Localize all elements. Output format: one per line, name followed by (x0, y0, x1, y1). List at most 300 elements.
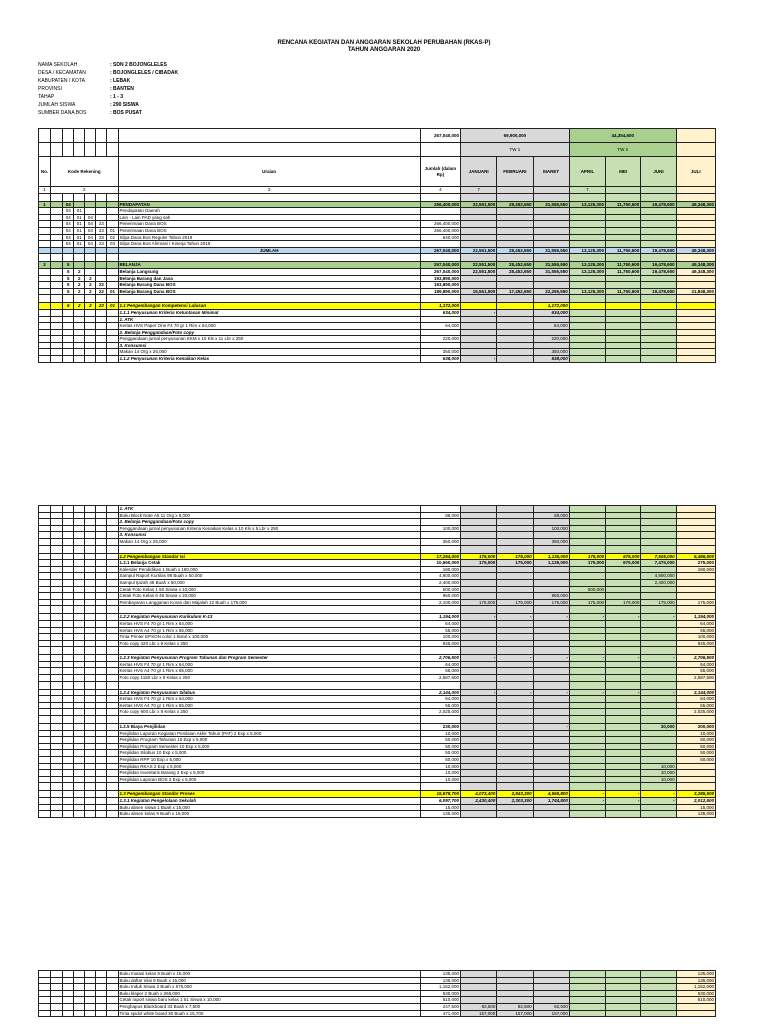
month-cell (533, 532, 569, 539)
cell (107, 689, 118, 696)
jumlah-cell: 1,172,000 (420, 303, 460, 310)
uraian-cell: Belanja Langsung (118, 268, 420, 275)
row-no (39, 268, 51, 275)
month-cell (533, 208, 569, 215)
month-cell: - (641, 797, 676, 804)
month-cell (461, 730, 497, 737)
cell (107, 984, 118, 991)
cell (85, 1010, 96, 1017)
cell (85, 1003, 96, 1010)
kode-cell: 01 (74, 208, 85, 215)
cell (107, 783, 118, 791)
month-cell: 2,012,500 (676, 797, 715, 804)
month-cell (569, 323, 605, 330)
month-cell (461, 316, 497, 323)
month-cell (461, 743, 497, 750)
month-cell (606, 579, 641, 586)
cell (461, 193, 497, 201)
month-cell: 1,135,000 (533, 560, 569, 567)
cell (107, 791, 118, 798)
cell (39, 709, 51, 716)
uraian-cell: 1.1.2 Penyusunan Kriteria Kenaikan Kelas (118, 356, 420, 363)
month-cell (497, 579, 533, 586)
cell (63, 512, 74, 519)
cell (63, 627, 74, 634)
kode-cell: 23 (96, 234, 107, 241)
month-cell (497, 776, 533, 783)
kode-cell (96, 342, 107, 349)
kode-cell (85, 323, 96, 330)
month-cell (461, 295, 497, 303)
kode-cell: 23 (96, 227, 107, 234)
jumlah-cell: 2,025,000 (420, 709, 460, 716)
cell (51, 129, 63, 143)
cell (51, 668, 63, 675)
month-cell (461, 593, 497, 600)
cell (63, 791, 74, 798)
month-cell (606, 506, 641, 513)
month-cell (641, 977, 676, 984)
kode-cell (85, 336, 96, 343)
month-cell (497, 316, 533, 323)
jumlah-cell: 634,000 (420, 309, 460, 316)
uraian-cell: Penghapus Blackboard 33 Buah x 7,500 (118, 1003, 420, 1010)
month-cell (461, 579, 497, 586)
jumlah-cell: 100,000 (420, 525, 460, 532)
budget-row (39, 971, 716, 978)
jumlah-cell: 100,000 (420, 634, 460, 641)
month-cell: 100,000 (533, 525, 569, 532)
month-cell (641, 696, 676, 703)
month-cell (533, 737, 569, 744)
kode-cell (63, 316, 74, 323)
document-title: RENCANA KEGIATAN DAN ANGGARAN SEKOLAH PERUBAHAN (RKAS-P) (277, 40, 491, 46)
cell (96, 709, 107, 716)
budget-row (39, 1003, 716, 1010)
cell (96, 783, 107, 791)
month-cell (569, 532, 605, 539)
jumlah-cell: 220,000 (420, 336, 460, 343)
cell (51, 716, 63, 724)
month-cell: 13,125,300 (569, 262, 605, 269)
month-cell (533, 342, 569, 349)
month-cell (569, 579, 605, 586)
info-label: PROVINSI (38, 86, 62, 92)
month-cell (606, 984, 641, 991)
month-cell (533, 640, 569, 647)
month-cell (676, 309, 715, 316)
budget-row (39, 743, 716, 750)
month-cell: 175,000 (569, 560, 605, 567)
uraian-cell: Buku absen kelas 9 Buah x 15,000 (118, 811, 420, 818)
jumlah-cell: 64,000 (420, 661, 460, 668)
month-cell: 19,478,600 (641, 201, 676, 208)
tw1-label: TW 1 (461, 143, 570, 157)
month-cell (533, 620, 569, 627)
jumlah-cell (420, 295, 460, 303)
month-cell: 31,555,550 (533, 268, 569, 275)
month-cell (461, 519, 497, 526)
month-cell (606, 545, 641, 553)
month-cell: 19,478,600 (641, 247, 676, 254)
uraian-cell: Penjilidan Silabus 10 Exp x 5,000 (118, 750, 420, 757)
month-cell: 10,000 (676, 730, 715, 737)
budget-row (39, 336, 716, 343)
month-cell (461, 214, 497, 221)
uraian-cell: Foto copy 900 Lbr x 9 Kelas x 250 (118, 709, 420, 716)
cell (51, 763, 63, 770)
uraian-cell: Kertas HVS A4 70 gr 1 Rim x 55,000 (118, 627, 420, 634)
month-cell (533, 984, 569, 991)
jumlah-cell: 267,040,000 (420, 262, 460, 269)
cell (74, 606, 85, 614)
month-cell (569, 640, 605, 647)
cell (85, 724, 96, 731)
month-cell (569, 770, 605, 777)
kode-cell (63, 356, 74, 363)
cell (51, 614, 63, 621)
cell (63, 997, 74, 1004)
cell (85, 519, 96, 526)
jumlah-cell (420, 606, 460, 614)
month-cell (461, 254, 497, 262)
cell (39, 776, 51, 783)
month-cell (641, 586, 676, 593)
budget-row (39, 984, 716, 991)
cell (51, 323, 63, 330)
uraian-cell (118, 545, 420, 553)
budget-row (39, 214, 716, 221)
cell (107, 545, 118, 553)
kode-cell (85, 254, 96, 262)
jumlah-cell: 267,040,000 (420, 247, 460, 254)
budget-row (39, 1010, 716, 1017)
month-cell (569, 309, 605, 316)
uraian-cell: Penjilidan Program Tahunan 10 Exp x 5,000 (118, 737, 420, 744)
month-cell (606, 234, 641, 241)
month-cell (569, 730, 605, 737)
budget-row (39, 586, 716, 593)
month-cell (641, 342, 676, 349)
cell (96, 519, 107, 526)
kode-cell (107, 336, 118, 343)
cell (107, 143, 118, 157)
month-cell (676, 241, 715, 248)
cell (107, 614, 118, 621)
cell (107, 770, 118, 777)
cell (74, 532, 85, 539)
month-cell (533, 702, 569, 709)
cell (96, 675, 107, 682)
jumlah-cell: 350,000 (420, 538, 460, 545)
month-cell (461, 668, 497, 675)
kode-cell (74, 323, 85, 330)
cell (63, 553, 74, 560)
month-cell (497, 303, 533, 310)
month-cell (497, 620, 533, 627)
uraian-cell: Penggandaan jurnal penyusunan KKM x 10 Kls x 11 Lbr x 250 (118, 336, 420, 343)
jumlah-cell: 538,000 (420, 356, 460, 363)
cell (107, 566, 118, 573)
cell (85, 984, 96, 991)
budget-row (39, 566, 716, 573)
kode-cell (96, 247, 107, 254)
month-cell: 175,000 (497, 553, 533, 560)
uraian-cell: Cetak Foto Kelas 6 48 Siswa x 20,000 (118, 593, 420, 600)
header-month: JUNI (641, 157, 676, 187)
spacer-row (39, 254, 716, 262)
cell (74, 724, 85, 731)
cell (85, 586, 96, 593)
spacer-row (39, 716, 716, 724)
row-no (39, 254, 51, 262)
budget-row (39, 620, 716, 627)
month-cell (676, 254, 715, 262)
kode-cell (85, 247, 96, 254)
month-cell (497, 606, 533, 614)
cell (96, 532, 107, 539)
row-no (39, 316, 51, 323)
kode-cell (74, 254, 85, 262)
jumlah-cell: 2,144,000 (420, 689, 460, 696)
cell (85, 776, 96, 783)
month-cell: 28,452,650 (497, 247, 533, 254)
cell (107, 512, 118, 519)
cell (51, 776, 63, 783)
cell (96, 977, 107, 984)
cell (51, 770, 63, 777)
budget-row (39, 342, 716, 349)
month-cell (533, 214, 569, 221)
month-cell (606, 275, 641, 282)
month-cell: 28,452,650 (497, 201, 533, 208)
month-cell (569, 990, 605, 997)
row-no (39, 295, 51, 303)
cell (85, 675, 96, 682)
month-cell (641, 254, 676, 262)
kode-cell (74, 201, 85, 208)
cell (63, 990, 74, 997)
kode-cell: 04 (63, 214, 74, 221)
jumlah-cell: 189,890,000 (420, 288, 460, 295)
jumlah-cell (420, 316, 460, 323)
month-cell (569, 696, 605, 703)
cell (39, 545, 51, 553)
cell (74, 716, 85, 724)
month-cell (676, 349, 715, 356)
month-cell: - (641, 689, 676, 696)
month-cell (676, 214, 715, 221)
spacer-row (39, 783, 716, 791)
cell (74, 599, 85, 606)
month-cell: 135,000 (676, 971, 715, 978)
month-cell (676, 329, 715, 336)
month-cell (533, 730, 569, 737)
cell (96, 724, 107, 731)
month-cell (606, 647, 641, 655)
month-cell: 675,000 (606, 553, 641, 560)
cell (533, 187, 569, 194)
cell (107, 553, 118, 560)
kode-cell (74, 342, 85, 349)
month-cell: - (569, 655, 605, 662)
month-cell (461, 323, 497, 330)
cell (96, 506, 107, 513)
kode-cell: 22 (96, 282, 107, 289)
month-cell (497, 227, 533, 234)
month-cell (641, 661, 676, 668)
month-cell: 500,000 (569, 586, 605, 593)
budget-row (39, 221, 716, 228)
cell (85, 702, 96, 709)
month-cell (497, 668, 533, 675)
month-cell (606, 525, 641, 532)
month-cell (569, 1010, 605, 1017)
month-cell: - (533, 655, 569, 662)
cell (63, 668, 74, 675)
jumlah-cell: 500,000 (420, 586, 460, 593)
cell (51, 647, 63, 655)
month-cell (606, 757, 641, 764)
month-cell (461, 977, 497, 984)
month-cell (569, 573, 605, 580)
cell (51, 804, 63, 811)
month-cell (533, 750, 569, 757)
uraian-cell: Sampul Ijazah 48 Buah x 50,000 (118, 579, 420, 586)
month-cell (606, 724, 641, 731)
budget-row (39, 709, 716, 716)
cell (96, 696, 107, 703)
cell (107, 709, 118, 716)
jumlah-cell: 530,000 (420, 990, 460, 997)
kode-cell (96, 336, 107, 343)
month-cell (569, 234, 605, 241)
uraian-cell (118, 716, 420, 724)
month-cell: 49,348,300 (676, 201, 715, 208)
month-cell (606, 566, 641, 573)
kode-cell: 5 (63, 288, 74, 295)
cell (96, 655, 107, 662)
kode-cell: 04 (85, 227, 96, 234)
kode-cell (85, 208, 96, 215)
budget-row (39, 797, 716, 804)
jumlah-cell (420, 214, 460, 221)
month-cell (641, 702, 676, 709)
jumlah-cell (420, 342, 460, 349)
kode-cell (85, 342, 96, 349)
uraian-cell: Tinta spidol white board 30 Buah x 15,700 (118, 1010, 420, 1017)
cell (51, 689, 63, 696)
cell (51, 573, 63, 580)
month-cell: 538,000 (533, 356, 569, 363)
header-no: No. (39, 157, 51, 187)
jumlah-cell: 17,254,000 (420, 553, 460, 560)
cell (107, 573, 118, 580)
month-cell (641, 234, 676, 241)
month-cell: - (461, 309, 497, 316)
month-cell: 1,194,000 (676, 614, 715, 621)
month-cell: 31,555,550 (533, 201, 569, 208)
month-cell (533, 545, 569, 553)
month-cell (606, 573, 641, 580)
index-cell: 2 (51, 187, 118, 194)
month-cell (497, 804, 533, 811)
kode-cell: 04 (85, 234, 96, 241)
month-cell: 15,551,500 (461, 288, 497, 295)
cell (39, 143, 51, 157)
month-cell (676, 776, 715, 783)
month-cell (461, 757, 497, 764)
cell (39, 519, 51, 526)
kode-cell: 04 (85, 221, 96, 228)
uraian-cell: Kertas HVS A4 70 gr 1 Rim x 55,000 (118, 668, 420, 675)
month-cell (497, 716, 533, 724)
month-cell (461, 702, 497, 709)
month-cell: 17,452,650 (497, 288, 533, 295)
month-cell (497, 512, 533, 519)
kode-cell: 5 (63, 282, 74, 289)
month-cell (569, 329, 605, 336)
kode-cell (85, 356, 96, 363)
month-cell (461, 545, 497, 553)
cell (39, 193, 51, 201)
month-cell (569, 681, 605, 689)
kode-cell (96, 356, 107, 363)
month-cell (641, 627, 676, 634)
cell (39, 757, 51, 764)
kode-cell (107, 254, 118, 262)
cell (107, 797, 118, 804)
cell (74, 193, 85, 201)
month-cell: - (569, 614, 605, 621)
cell (85, 997, 96, 1004)
cell (85, 627, 96, 634)
cell (51, 553, 63, 560)
month-cell (641, 620, 676, 627)
tw2-label: TW 2 (569, 143, 676, 157)
kode-cell (107, 316, 118, 323)
month-cell: 13,125,300 (569, 247, 605, 254)
budget-row (39, 750, 716, 757)
month-cell: 64,000 (676, 620, 715, 627)
cell (107, 634, 118, 641)
month-cell (641, 647, 676, 655)
month-cell: 22,255,550 (533, 288, 569, 295)
month-cell: 64,000 (533, 323, 569, 330)
cell (51, 214, 63, 221)
cell (118, 143, 420, 157)
jumlah-cell: 10,000 (420, 730, 460, 737)
budget-table-page-1 (38, 128, 716, 363)
month-cell (461, 532, 497, 539)
cell (85, 640, 96, 647)
cell (74, 129, 85, 143)
month-cell (641, 997, 676, 1004)
month-cell (461, 681, 497, 689)
month-cell (497, 309, 533, 316)
month-cell (497, 757, 533, 764)
cell (63, 702, 74, 709)
month-cell (641, 506, 676, 513)
month-cell (569, 757, 605, 764)
cell (51, 1003, 63, 1010)
cell (96, 804, 107, 811)
cell (74, 553, 85, 560)
cell (85, 661, 96, 668)
kode-cell: 04 (63, 241, 74, 248)
kode-cell: 02 (107, 234, 118, 241)
cell (63, 977, 74, 984)
